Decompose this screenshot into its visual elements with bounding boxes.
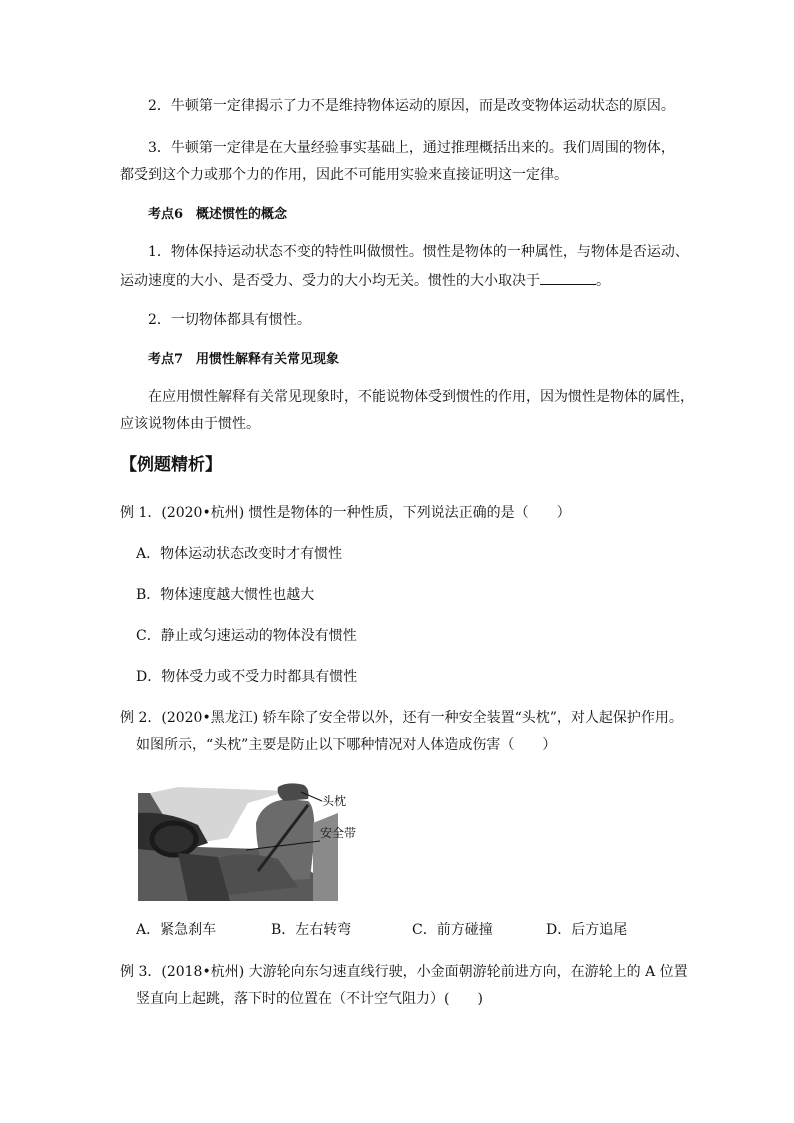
kp6-point-1-line1: 1．物体保持运动状态不变的特性叫做惯性。惯性是物体的一种属性，与物体是否运动、 (148, 244, 689, 260)
car-interior-figure (138, 783, 368, 901)
ex2-stem-line2: 如图所示，“头枕”主要是防止以下哪种情况对人体造成伤害（ ） (136, 737, 557, 753)
kp7-paragraph-line1: 在应用惯性解释有关常见现象时，不能说物体受到惯性的作用，因为惯性是物体的属性， (148, 389, 694, 405)
ex3-stem-line2: 竖直向上起跳，落下时的位置在（不计空气阻力）( ) (136, 991, 483, 1007)
ex1-option-b: B．物体速度越大惯性也越大 (136, 587, 315, 603)
ex1-option-d: D．物体受力或不受力时都具有惯性 (136, 669, 358, 685)
answer-blank (540, 270, 596, 285)
law-point-3-line2: 都受到这个力或那个力的作用，因此不可能用实验来直接证明这一定律。 (120, 167, 568, 183)
kp6-point-1-end: 。 (596, 273, 610, 289)
ex2-option-d: D．后方追尾 (546, 922, 628, 938)
ex1-option-c: C．静止或匀速运动的物体没有惯性 (136, 628, 357, 644)
headrest-label: 头枕 (322, 794, 347, 808)
ex3-stem-line1: 例 3．(2018•杭州) 大游轮向东匀速直线行驶，小金面朝游轮前进方向，在游轮上的 A 位置 (120, 964, 688, 980)
kp7-heading: 考点7 用惯性解释有关常见现象 (148, 352, 340, 367)
ex2-option-c: C．前方碰撞 (412, 922, 493, 938)
ex1-stem: 例 1．(2020•杭州) 惯性是物体的一种性质，下列说法正确的是（ ） (120, 505, 571, 521)
law-point-2: 2．牛顿第一定律揭示了力不是维持物体运动的原因，而是改变物体运动状态的原因。 (148, 98, 675, 114)
ex2-option-b: B．左右转弯 (271, 922, 352, 938)
seatbelt-label: 安全带 (320, 826, 357, 840)
kp7-paragraph-line2: 应该说物体由于惯性。 (120, 416, 260, 432)
kp6-heading: 考点6 概述惯性的概念 (148, 207, 288, 222)
law-point-3-line1: 3．牛顿第一定律是在大量经验事实基础上，通过推理概括出来的。我们周围的物体， (148, 140, 675, 156)
ex1-option-a: A．物体运动状态改变时才有惯性 (136, 546, 343, 562)
kp6-point-1-text: 运动速度的大小、是否受力、受力的大小均无关。惯性的大小取决于 (120, 273, 540, 289)
ex2-option-a: A．紧急刹车 (136, 922, 217, 938)
ex2-stem-line1: 例 2．(2020•黑龙江) 轿车除了安全带以外，还有一种安全装置“头枕”，对人起保护作用。 (120, 710, 683, 726)
kp6-point-1-line2 (120, 270, 610, 290)
section-title: 【例题精析】 (120, 455, 222, 475)
kp6-point-2: 2．一切物体都具有惯性。 (148, 312, 311, 328)
